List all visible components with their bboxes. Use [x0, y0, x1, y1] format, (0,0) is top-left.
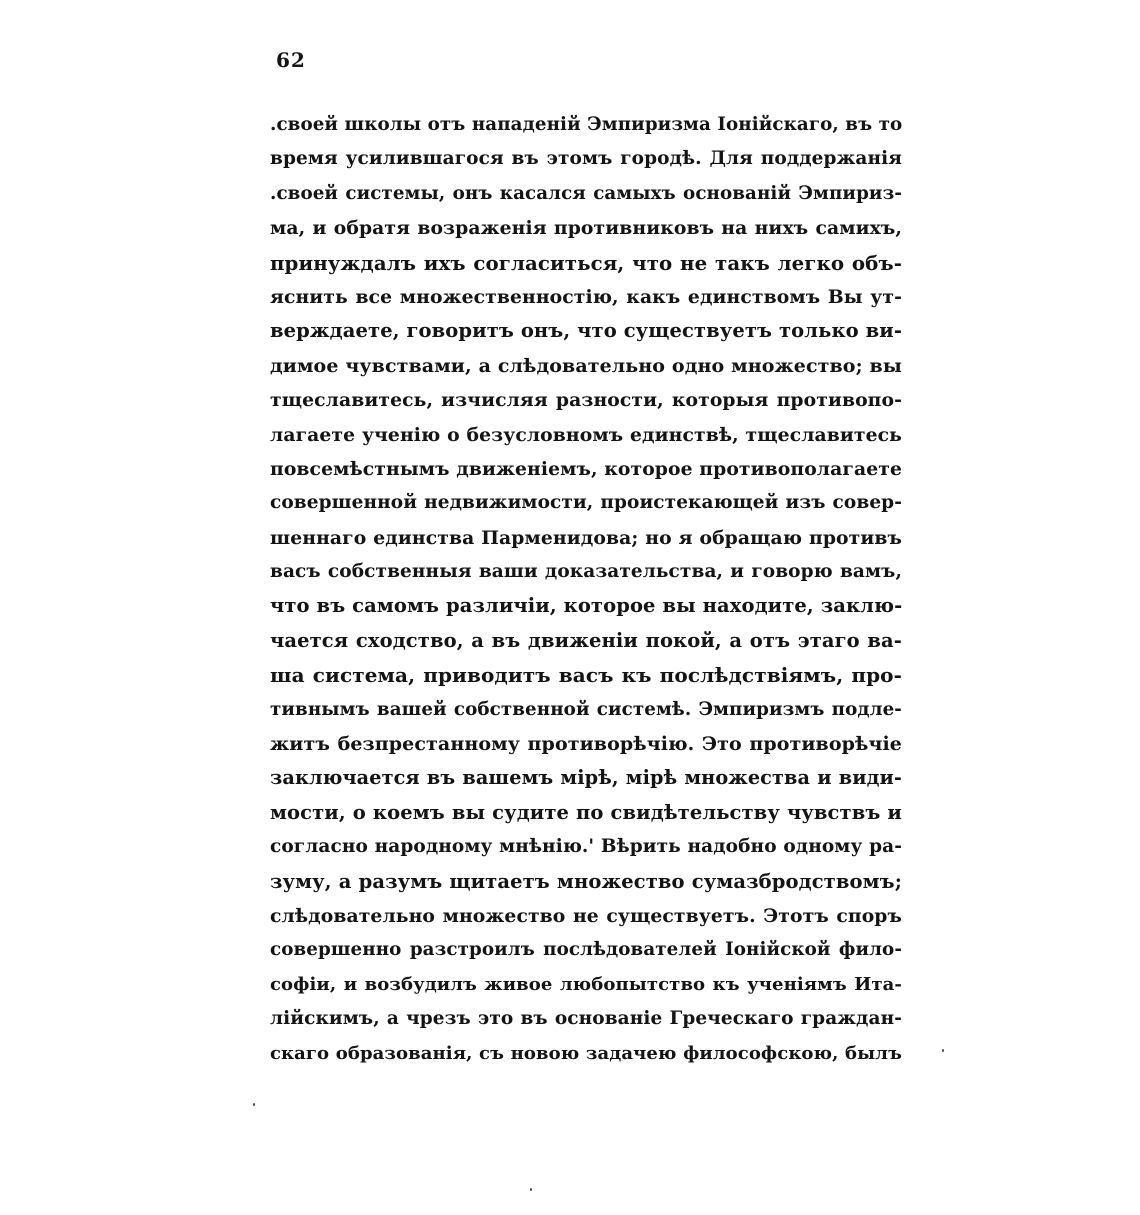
text-line: яснить все множественностію, какъ единствомъ Вы ут-	[270, 285, 902, 308]
text-line: тивнымъ вашей собственной системѣ. Эмпиризмъ подле-	[270, 698, 902, 720]
text-line: шеннаго единства Парменидова; но я обращаю противъ	[270, 526, 902, 549]
text-line: .своей системы, онъ касался самыхъ основаній Эмпириз-	[270, 182, 902, 204]
text-line: скаго образованія, съ новою задачею философскою, былъ	[270, 1042, 902, 1064]
text-line: житъ безпрестанному противорѣчію. Это противорѣчіе	[270, 733, 902, 756]
text-line: принуждалъ ихъ согласиться, что не такъ легко объ-	[270, 250, 902, 275]
text-line: чается сходство, а въ движеніи покой, а отъ этаго ва-	[270, 628, 902, 652]
text-line: совершенно разстроилъ послѣдователей Іонійской фило-	[270, 939, 902, 961]
text-line: слѣдовательно множество не существуетъ. Этотъ споръ	[270, 904, 902, 927]
text-line: зуму, а разумъ щитаетъ множество сумазбродствомъ;	[270, 869, 902, 893]
text-line: верждаете, говоритъ онъ, что существуетъ только ви-	[270, 319, 903, 343]
body-text	[270, 108, 902, 1071]
scan-speck	[253, 1103, 255, 1106]
text-line: что въ самомъ различіи, которое вы находите, заклю-	[270, 594, 903, 618]
text-line: .своей школы отъ нападеній Эмпиризма Іонійскаго, въ то	[270, 114, 903, 135]
text-line: совершенной недвижимости, проистекающей изъ совер-	[270, 492, 902, 514]
text-line: тщеславитесь, изчисляя разности, которыя противопо-	[270, 389, 902, 412]
text-line: ма, и обратя возраженія противниковъ на нихъ самихъ,	[270, 217, 902, 240]
scan-speck	[530, 1188, 532, 1191]
scan-speck	[942, 1049, 944, 1052]
text-line: софіи, и возбудилъ живое любопытство къ ученіямъ Ита-	[270, 973, 902, 995]
text-line: повсемѣстнымъ движеніемъ, которое противополагаете	[270, 457, 902, 480]
text-line: лагаете ученію о безусловномъ единствѣ, тщеславитесь	[270, 423, 902, 446]
text-line: мости, о коемъ вы судите по свидѣтельству чувствъ и	[270, 800, 902, 824]
page-number: 62	[276, 48, 306, 72]
text-line: лійскимъ, а чрезъ это въ основаніе Греческаго граждан-	[270, 1008, 902, 1030]
text-line: ша система, приводитъ васъ къ послѣдствіямъ, про-	[270, 663, 902, 688]
text-line: согласно народному мнѣнію.' Вѣрить надобно одному ра-	[270, 836, 902, 858]
text-line: заключается въ вашемъ мірѣ, мірѣ множества и види-	[270, 766, 902, 790]
text-line: время усилившагося въ этомъ городѣ. Для поддержанія	[270, 148, 902, 170]
text-line: васъ собственныя ваши доказательства, и говорю вамъ,	[270, 561, 902, 583]
text-line: димое чувствами, а слѣдовательно одно множество; вы	[270, 354, 902, 377]
